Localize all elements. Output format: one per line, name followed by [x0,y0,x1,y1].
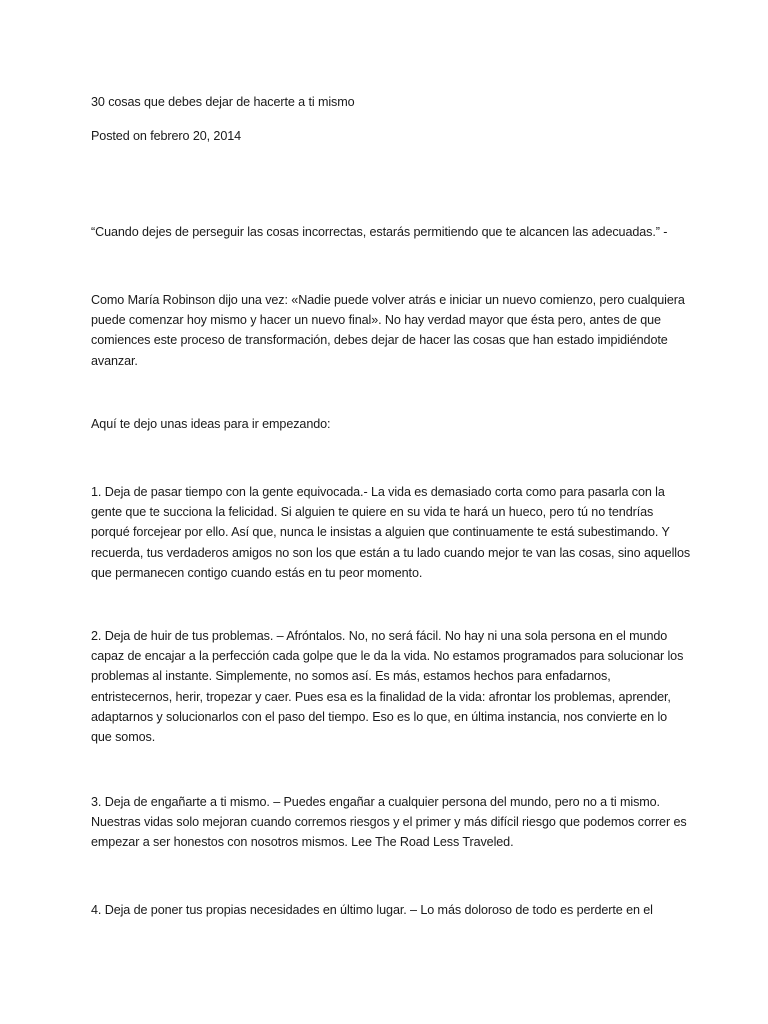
post-date: Posted on febrero 20, 2014 [91,129,242,143]
opening-quote: “Cuando dejes de perseguir las cosas incorrectas, estarás permitiendo que te alcancen las adecuadas.” - [91,225,668,239]
list-item-2: 2. Deja de huir de tus problemas. – Afróntalos. No, no será fácil. No hay ni una sola persona en el mundo capaz de encajar a la perfección cada golpe que le da la vida. No estamos programados para solucionar los problemas al instante. Simplemente, no somos así. Es más, estamos hechos para enfadarnos, entristecernos, herir, tropezar y caer. Pues esa es la finalidad de la vida: afrontar los problemas, aprender, adaptarnos y solucionarlos con el paso del tiempo. Eso es lo que, en última instancia, nos convierte en lo que somos. [91,629,684,745]
lead-in-paragraph: Aquí te dejo unas ideas para ir empezando: [91,417,331,431]
list-item-3: 3. Deja de engañarte a ti mismo. – Puedes engañar a cualquier persona del mundo, pero no a ti mismo. Nuestras vidas solo mejoran cuando corremos riesgos y el primer y más difícil riesgo que podemos correr es empezar a ser honestos con nosotros mismos. Lee The Road Less Traveled. [91,795,687,850]
list-item-4: 4. Deja de poner tus propias necesidades en último lugar. – Lo más doloroso de todo es perderte en el [91,903,653,917]
document-title: 30 cosas que debes dejar de hacerte a ti mismo [91,95,355,109]
intro-paragraph: Como María Robinson dijo una vez: «Nadie puede volver atrás e iniciar un nuevo comienzo, pero cualquiera puede comenzar hoy mismo y hacer un nuevo final». No hay verdad mayor que ésta pero, antes de que comiences este proceso de transformación, debes dejar de hacer las cosas que han estado impidiéndote avanzar. [91,293,685,368]
list-item-1: 1. Deja de pasar tiempo con la gente equivocada.- La vida es demasiado corta como para pasarla con la gente que te succiona la felicidad. Si alguien te quiere en su vida te hará un hueco, pero tú no tendrías porqué forcejear por ello. Así que, nunca le insistas a alguien que continuamente te está subestimando. Y recuerda, tus verdaderos amigos no son los que están a tu lado cuando mejor te van las cosas, sino aquellos que permanecen contigo cuando estás en tu peor momento. [91,485,691,580]
